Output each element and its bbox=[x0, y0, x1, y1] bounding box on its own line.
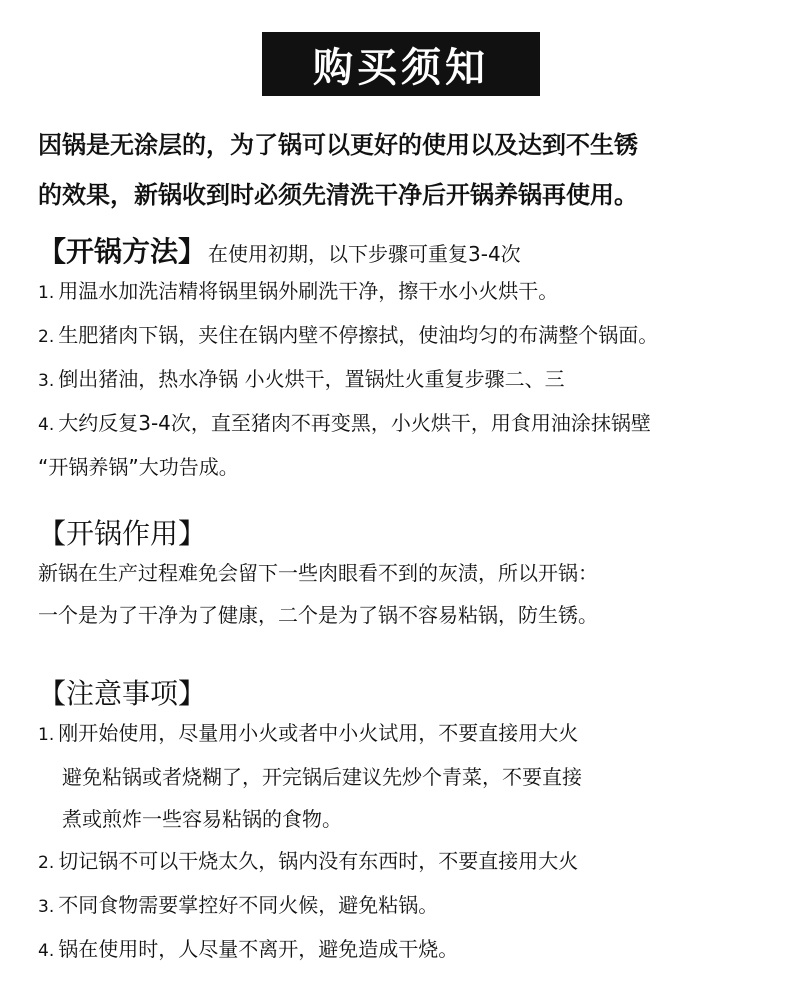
purpose-line: 一个是为了干净为了健康，二个是为了锅不容易粘锅，防生锈。 bbox=[38, 603, 598, 627]
purpose-heading-row bbox=[38, 512, 778, 552]
note-number: 4. bbox=[38, 941, 55, 961]
method-section bbox=[38, 230, 778, 488]
note-item bbox=[38, 712, 778, 756]
notes-heading-row bbox=[38, 672, 778, 712]
method-step bbox=[38, 402, 778, 446]
note-number: 2. bbox=[38, 853, 55, 873]
step-text: 大约反复3-4次，直至猪肉不再变黑，小火烘干，用食用油涂抹锅壁 bbox=[58, 411, 651, 435]
note-text: 不同食物需要掌控好不同火候，避免粘锅。 bbox=[58, 893, 439, 917]
step-number: 4. bbox=[38, 415, 55, 435]
method-heading-row bbox=[38, 230, 778, 270]
note-item bbox=[38, 884, 778, 928]
method-step bbox=[38, 358, 778, 402]
step-text: 生肥猪肉下锅，夹住在锅内壁不停擦拭，使油均匀的布满整个锅面。 bbox=[58, 323, 659, 347]
note-number: 3. bbox=[38, 897, 55, 917]
notes-heading: 【注意事项】 bbox=[38, 677, 207, 710]
note-item bbox=[38, 928, 778, 972]
note-text: 锅在使用时，人尽量不离开，避免造成干烧。 bbox=[58, 937, 459, 961]
intro-line: 因锅是无涂层的，为了锅可以更好的使用以及达到不生锈 bbox=[38, 131, 638, 159]
intro-paragraph bbox=[38, 120, 768, 220]
step-number: 2. bbox=[38, 327, 55, 347]
note-number: 1. bbox=[38, 725, 55, 745]
note-item bbox=[38, 840, 778, 884]
purpose-heading: 【开锅作用】 bbox=[38, 517, 207, 550]
method-step bbox=[38, 314, 778, 358]
note-text: 切记锅不可以干烧太久，锅内没有东西时，不要直接用大火 bbox=[58, 849, 579, 873]
method-subtitle: 在使用初期，以下步骤可重复3-4次 bbox=[208, 242, 521, 266]
notes-section bbox=[38, 672, 778, 972]
step-number: 3. bbox=[38, 371, 55, 391]
method-step bbox=[38, 270, 778, 314]
method-closing: “开锅养锅”大功告成。 bbox=[38, 455, 239, 479]
note-continuation: 避免粘锅或者烧糊了，开完锅后建议先炒个青菜，不要直接 bbox=[62, 765, 582, 789]
page-title: 购买须知 bbox=[262, 32, 540, 96]
purpose-section bbox=[38, 512, 778, 636]
note-continuation: 煮或煎炸一些容易粘锅的食物。 bbox=[62, 807, 342, 831]
step-number: 1. bbox=[38, 283, 55, 303]
step-text: 倒出猪油，热水净锅 小火烘干，置锅灶火重复步骤二、三 bbox=[58, 367, 565, 391]
intro-line: 的效果，新锅收到时必须先清洗干净后开锅养锅再使用。 bbox=[38, 181, 638, 209]
step-text: 用温水加洗洁精将锅里锅外刷洗干净，擦干水小火烘干。 bbox=[58, 279, 559, 303]
purpose-line: 新锅在生产过程难免会留下一些肉眼看不到的灰渍，所以开锅： bbox=[38, 561, 598, 585]
note-text: 刚开始使用，尽量用小火或者中小火试用，不要直接用大火 bbox=[58, 721, 579, 745]
method-heading: 【开锅方法】 bbox=[38, 235, 207, 268]
